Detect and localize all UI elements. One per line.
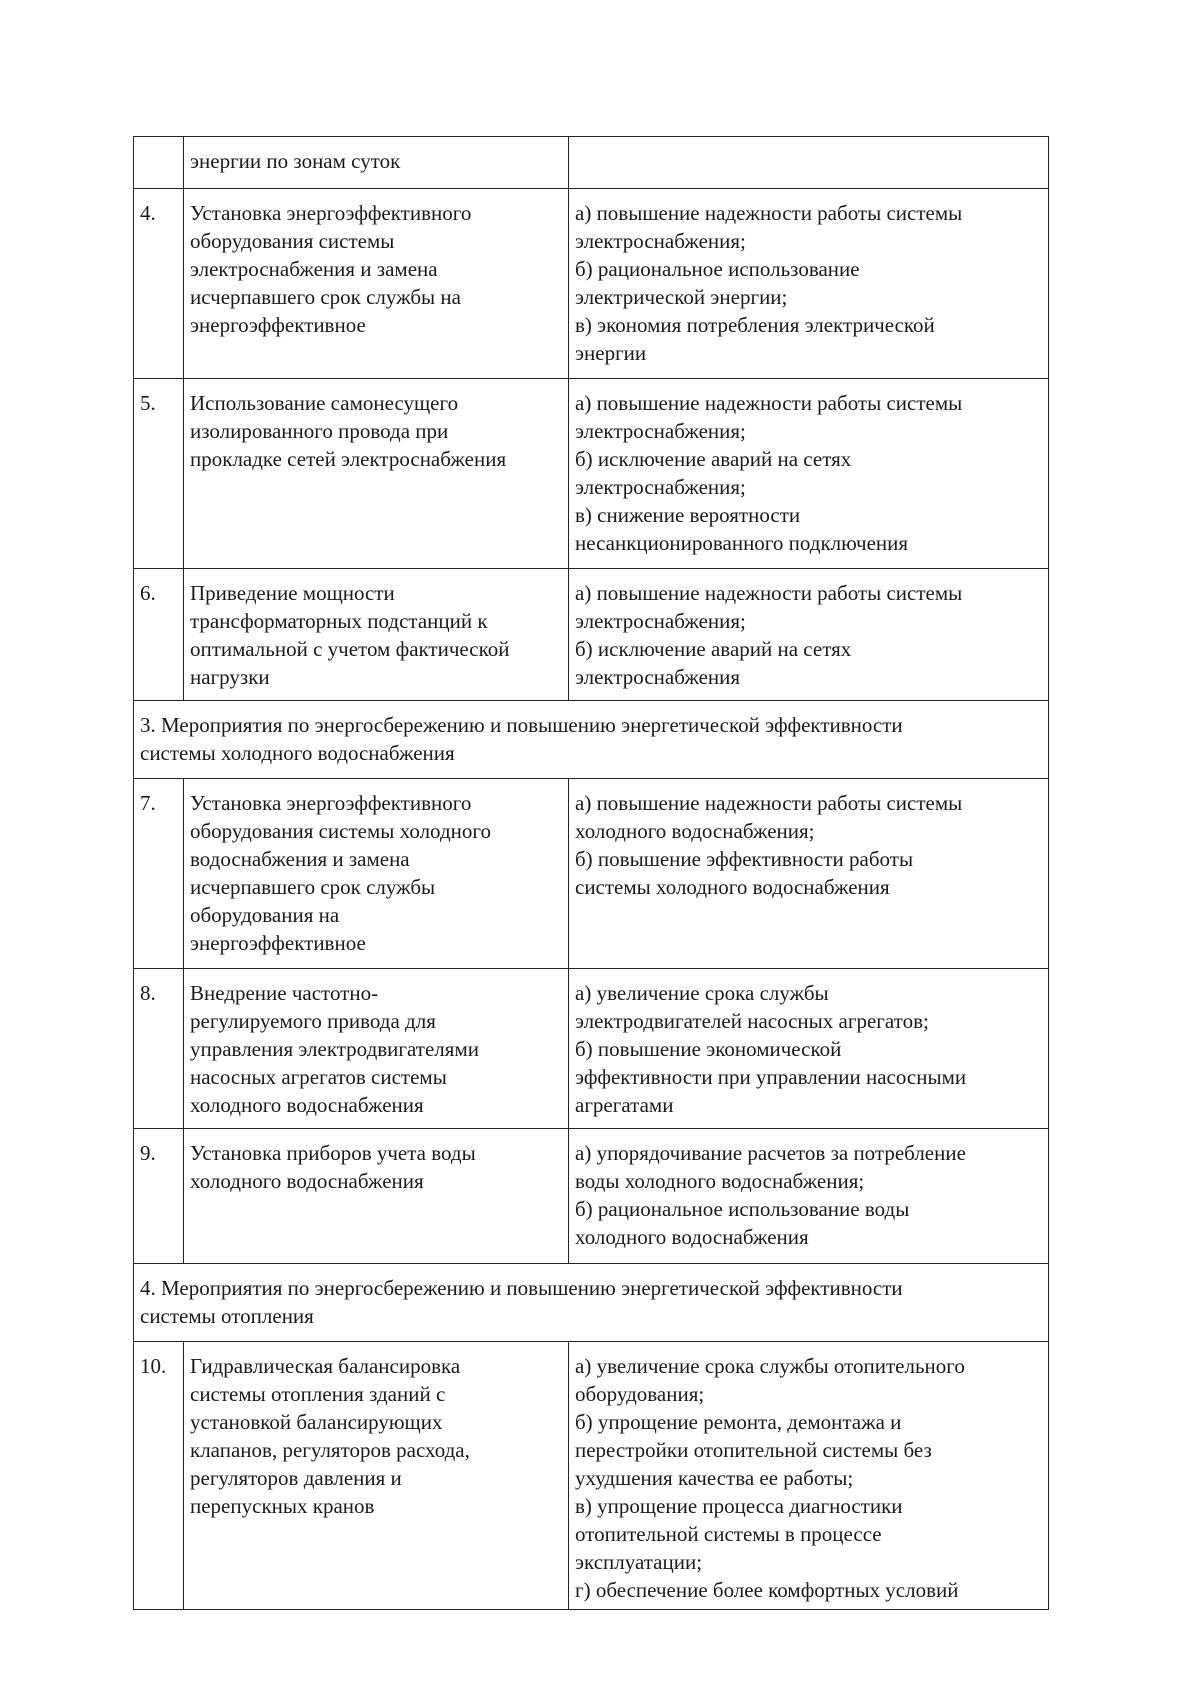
row-number-cell: 4. <box>134 189 184 379</box>
expected-effect-cell: а) повышение надежности работы системы электроснабжения; б) рациональное использование электрической энергии; в) экономия потребления электрической энергии <box>569 189 1049 379</box>
row-number-cell: 9. <box>134 1129 184 1264</box>
expected-effect-cell: а) повышение надежности работы системы электроснабжения; б) исключение аварий на сетях электроснабжения; в) снижение вероятности несанкционированного подключения <box>569 379 1049 569</box>
measure-name-cell: Приведение мощности трансформаторных подстанций к оптимальной с учетом фактической нагрузки <box>184 569 569 701</box>
expected-effect-cell: а) увеличение срока службы отопительного оборудования; б) упрощение ремонта, демонтажа и перестройки отопительной системы без ухудшения качества ее работы; в) упрощение процесса диагностики отопительной системы в процессе эксплуатации; г) обеспечение более комфортных условий <box>569 1342 1049 1610</box>
section-header-row <box>134 701 1049 779</box>
measure-name-cell: Установка энергоэффективного оборудования системы электроснабжения и замена исчерпавшего срок службы на энергоэффективное <box>184 189 569 379</box>
section-header-row <box>134 1264 1049 1342</box>
table-row <box>134 1342 1049 1610</box>
row-number-cell: 6. <box>134 569 184 701</box>
row-number-cell <box>134 137 184 189</box>
section-heading: 3. Мероприятия по энергосбережению и повышению энергетической эффективности системы холодного водоснабжения <box>134 701 1049 779</box>
row-number-cell: 7. <box>134 779 184 969</box>
expected-effect-cell <box>569 137 1049 189</box>
measures-table-body <box>134 137 1049 1610</box>
row-number-cell: 10. <box>134 1342 184 1610</box>
measures-table <box>133 136 1049 1610</box>
expected-effect-cell: а) увеличение срока службы электродвигателей насосных агрегатов; б) повышение экономической эффективности при управлении насосными агрегатами <box>569 969 1049 1129</box>
measure-name-cell: Использование самонесущего изолированного провода при прокладке сетей электроснабжения <box>184 379 569 569</box>
table-row <box>134 969 1049 1129</box>
table-row <box>134 1129 1049 1264</box>
measure-name-cell: Установка энергоэффективного оборудования системы холодного водоснабжения и замена исчерпавшего срок службы оборудования на энергоэффективное <box>184 779 569 969</box>
table-row <box>134 137 1049 189</box>
table-row <box>134 379 1049 569</box>
section-heading: 4. Мероприятия по энергосбережению и повышению энергетической эффективности системы отопления <box>134 1264 1049 1342</box>
measure-name-cell: Внедрение частотно- регулируемого привода для управления электродвигателями насосных агрегатов системы холодного водоснабжения <box>184 969 569 1129</box>
table-row <box>134 569 1049 701</box>
expected-effect-cell: а) повышение надежности работы системы холодного водоснабжения; б) повышение эффективности работы системы холодного водоснабжения <box>569 779 1049 969</box>
table-row <box>134 189 1049 379</box>
measure-name-cell: Установка приборов учета воды холодного водоснабжения <box>184 1129 569 1264</box>
row-number-cell: 8. <box>134 969 184 1129</box>
document-page <box>133 136 1048 1610</box>
measure-name-cell: энергии по зонам суток <box>184 137 569 189</box>
expected-effect-cell: а) упорядочивание расчетов за потребление воды холодного водоснабжения; б) рациональное использование воды холодного водоснабжения <box>569 1129 1049 1264</box>
table-row <box>134 779 1049 969</box>
expected-effect-cell: а) повышение надежности работы системы электроснабжения; б) исключение аварий на сетях электроснабжения <box>569 569 1049 701</box>
row-number-cell: 5. <box>134 379 184 569</box>
measure-name-cell: Гидравлическая балансировка системы отопления зданий с установкой балансирующих клапанов, регуляторов расхода, регуляторов давления и перепускных кранов <box>184 1342 569 1610</box>
